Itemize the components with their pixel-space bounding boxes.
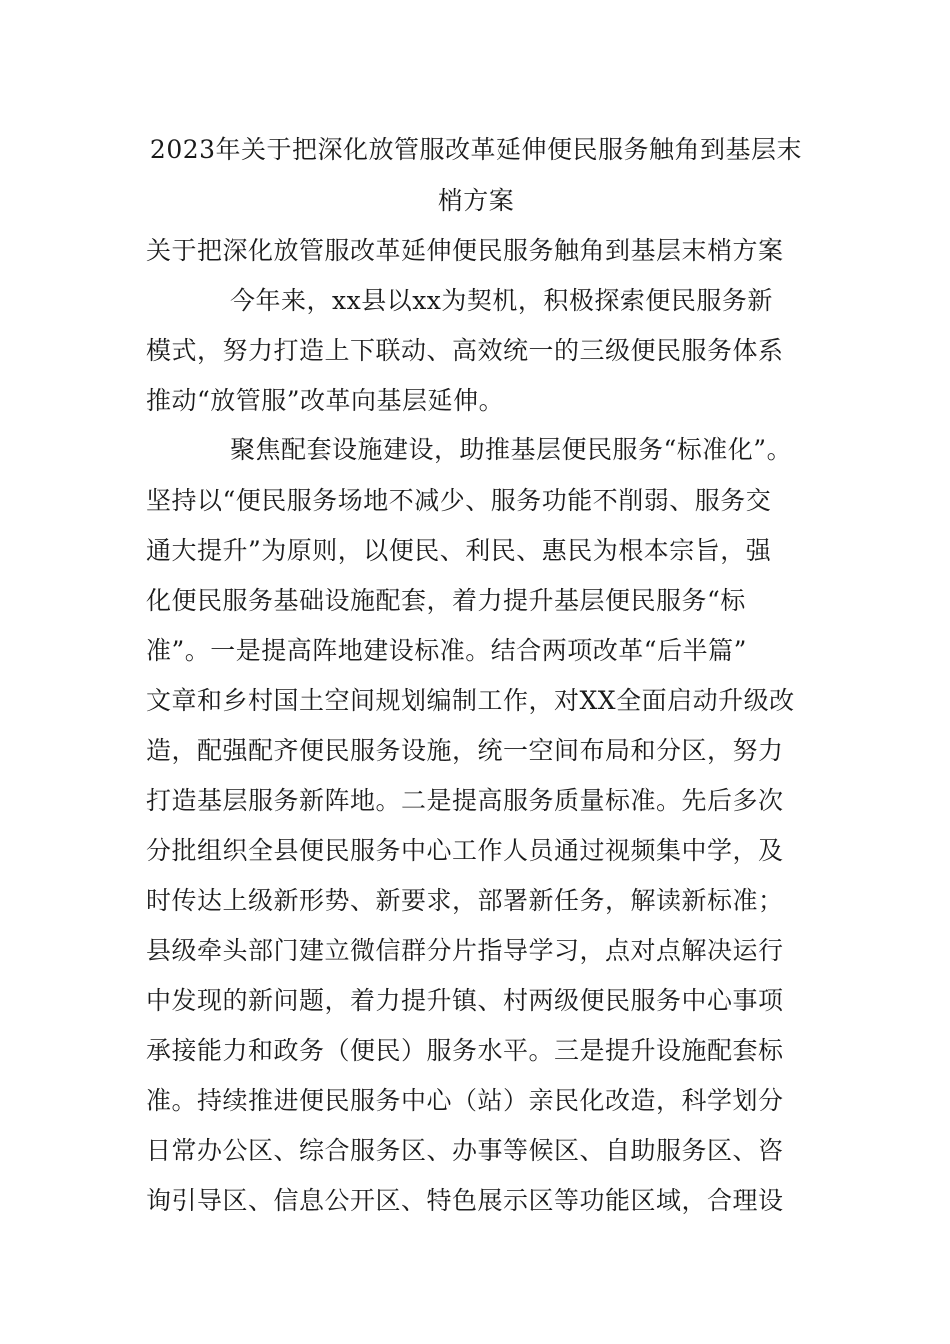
paragraph-1-line-3: 推动“放管服”改革向基层延伸。	[146, 386, 505, 415]
paragraph-2-line-16: 询引导区、信息公开区、特色展示区等功能区域，合理设	[146, 1186, 784, 1215]
paragraph-2-line-8: 打造基层服务新阵地。二是提高服务质量标准。先后多次	[146, 786, 784, 815]
paragraph-2-line-9: 分批组织全县便民服务中心工作人员通过视频集中学，及	[146, 836, 784, 865]
paragraph-2-line-14: 准。持续推进便民服务中心（站）亲民化改造，科学划分	[146, 1086, 784, 1115]
document-subtitle: 关于把深化放管服改革延伸便民服务触角到基层末梢方案	[146, 236, 784, 265]
paragraph-2-line-12: 中发现的新问题，着力提升镇、村两级便民服务中心事项	[146, 986, 784, 1015]
paragraph-2-line-10: 时传达上级新形势、新要求，部署新任务，解读新标准；	[146, 886, 784, 915]
paragraph-2-line-4: 化便民服务基础设施配套，着力提升基层便民服务“标	[146, 586, 746, 615]
paragraph-2-line-1: 聚焦配套设施建设，助推基层便民服务“标准化”。	[230, 435, 793, 464]
paragraph-2-line-7: 造，配强配齐便民服务设施，统一空间布局和分区，努力	[146, 736, 784, 765]
paragraph-2-line-6: 文章和乡村国土空间规划编制工作，对XX全面启动升级改	[146, 686, 795, 715]
document-title-line-2: 梢方案	[437, 186, 515, 215]
paragraph-2-line-15: 日常办公区、综合服务区、办事等候区、自助服务区、咨	[146, 1136, 784, 1165]
document-title-line-1: 2023年关于把深化放管服改革延伸便民服务触角到基层末	[149, 135, 803, 164]
paragraph-2-line-13: 承接能力和政务（便民）服务水平。三是提升设施配套标	[146, 1036, 784, 1065]
paragraph-2-line-2: 坚持以“便民服务场地不减少、服务功能不削弱、服务交	[146, 486, 772, 515]
paragraph-2-line-5: 准”。一是提高阵地建设标准。结合两项改革“后半篇”	[146, 636, 747, 665]
paragraph-2-line-3: 通大提升”为原则，以便民、利民、惠民为根本宗旨，强	[146, 536, 772, 565]
paragraph-2-line-11: 县级牵头部门建立微信群分片指导学习，点对点解决运行	[146, 936, 784, 965]
paragraph-1-line-2: 模式，努力打造上下联动、高效统一的三级便民服务体系	[146, 336, 784, 365]
paragraph-1-line-1: 今年来，xx县以xx为契机，积极探索便民服务新	[230, 286, 773, 315]
